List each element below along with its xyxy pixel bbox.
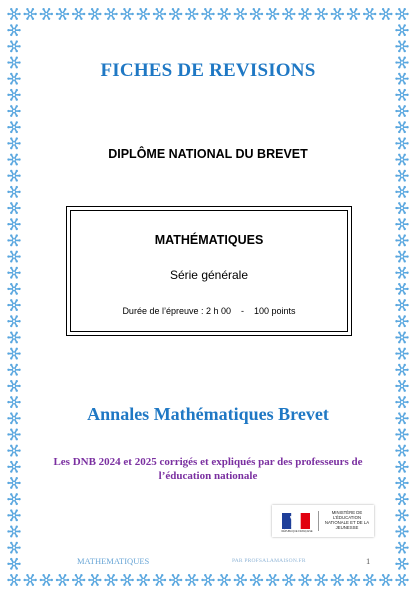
- snowflake-star-icon: [395, 526, 408, 538]
- snowflake-star-icon: [88, 574, 101, 586]
- subject-box: [66, 206, 352, 336]
- snowflake-star-icon: [7, 170, 20, 182]
- snowflake-star-icon: [331, 8, 344, 20]
- series-label: Série générale: [169, 268, 249, 282]
- page-number: 1: [366, 556, 371, 566]
- snowflake-star-icon: [395, 202, 408, 214]
- snowflake-star-icon: [217, 8, 230, 20]
- subject-box-inner-border: [70, 210, 348, 332]
- snowflake-star-icon: [7, 509, 20, 521]
- snowflake-star-icon: [7, 89, 20, 101]
- snowflake-star-icon: [7, 186, 20, 198]
- snowflake-star-icon: [23, 574, 36, 586]
- ministry-logo: [272, 505, 374, 537]
- snowflake-star-icon: [395, 24, 408, 36]
- snowflake-star-icon: [7, 251, 20, 263]
- snowflake-star-icon: [314, 574, 327, 586]
- snowflake-star-icon: [7, 428, 20, 440]
- snowflake-star-icon: [104, 8, 117, 20]
- snowflake-star-icon: [234, 574, 247, 586]
- snowflake-star-icon: [169, 8, 182, 20]
- snowflake-star-icon: [363, 574, 376, 586]
- snowflake-star-icon: [395, 428, 408, 440]
- snowflake-star-icon: [379, 574, 392, 586]
- snowflake-star-icon: [7, 105, 20, 117]
- snowflake-star-icon: [395, 315, 408, 327]
- exam-name: DIPLÔME NATIONAL DU BREVET: [108, 147, 308, 161]
- snowflake-star-icon: [395, 186, 408, 198]
- snowflake-star-icon: [153, 574, 166, 586]
- snowflake-star-icon: [379, 8, 392, 20]
- snowflake-star-icon: [314, 8, 327, 20]
- subject-heading: MATHÉMATIQUES: [154, 233, 264, 247]
- snowflake-star-icon: [56, 574, 69, 586]
- snowflake-star-icon: [395, 493, 408, 505]
- snowflake-star-icon: [104, 574, 117, 586]
- snowflake-star-icon: [395, 283, 408, 295]
- snowflake-star-icon: [282, 8, 295, 20]
- snowflake-star-icon: [7, 526, 20, 538]
- snowflake-star-icon: [7, 315, 20, 327]
- republic-label: RÉPUBLIQUE FRANÇAISE: [281, 530, 313, 533]
- snowflake-star-icon: [7, 8, 20, 20]
- snowflake-star-icon: [56, 8, 69, 20]
- snowflake-star-icon: [331, 574, 344, 586]
- snowflake-star-icon: [363, 8, 376, 20]
- snowflake-star-icon: [7, 348, 20, 360]
- snowflake-star-icon: [185, 8, 198, 20]
- snowflake-star-icon: [395, 364, 408, 376]
- snowflake-star-icon: [234, 8, 247, 20]
- snowflake-star-icon: [395, 8, 408, 20]
- snowflake-star-icon: [217, 574, 230, 586]
- page-title: FICHES DE REVISIONS: [100, 60, 316, 81]
- snowflake-star-icon: [395, 267, 408, 279]
- snowflake-star-icon: [395, 331, 408, 343]
- snowflake-star-icon: [23, 8, 36, 20]
- snowflake-star-icon: [395, 105, 408, 117]
- snowflake-star-icon: [72, 574, 85, 586]
- ministry-label: MINISTÈRE DE L’ÉDUCATION NATIONALE ET DE LA JEUNESSE: [324, 510, 370, 530]
- snowflake-star-icon: [395, 299, 408, 311]
- snowflake-star-icon: [7, 218, 20, 230]
- snowflake-star-icon: [395, 509, 408, 521]
- snowflake-star-icon: [395, 348, 408, 360]
- snowflake-star-icon: [266, 8, 279, 20]
- snowflake-star-icon: [185, 574, 198, 586]
- snowflake-star-icon: [7, 299, 20, 311]
- snowflake-star-icon: [88, 8, 101, 20]
- snowflake-star-icon: [40, 8, 53, 20]
- snowflake-star-icon: [347, 8, 360, 20]
- snowflake-star-icon: [395, 218, 408, 230]
- snowflake-star-icon: [7, 380, 20, 392]
- snowflake-star-icon: [395, 558, 408, 570]
- snowflake-star-icon: [395, 121, 408, 133]
- snowflake-star-icon: [40, 574, 53, 586]
- logo-separator: [318, 511, 319, 531]
- snowflake-star-icon: [7, 558, 20, 570]
- snowflake-star-icon: [250, 574, 263, 586]
- snowflake-star-icon: [120, 8, 133, 20]
- subtitle: Les DNB 2024 et 2025 corrigés et expliqués par des professeurs de l’éducation nationale: [53, 456, 363, 482]
- snowflake-star-icon: [7, 364, 20, 376]
- snowflake-star-icon: [282, 574, 295, 586]
- snowflake-star-icon: [7, 40, 20, 52]
- snowflake-star-icon: [201, 8, 214, 20]
- snowflake-star-icon: [7, 202, 20, 214]
- snowflake-star-icon: [7, 331, 20, 343]
- snowflake-star-icon: [395, 170, 408, 182]
- snowflake-star-icon: [201, 574, 214, 586]
- snowflake-star-icon: [7, 493, 20, 505]
- snowflake-star-icon: [395, 234, 408, 246]
- snowflake-star-icon: [137, 8, 150, 20]
- snowflake-star-icon: [395, 542, 408, 554]
- snowflake-star-icon: [395, 251, 408, 263]
- snowflake-star-icon: [395, 380, 408, 392]
- snowflake-star-icon: [7, 574, 20, 586]
- snowflake-star-icon: [7, 542, 20, 554]
- annales-title: Annales Mathématiques Brevet: [87, 404, 329, 424]
- snowflake-star-icon: [250, 8, 263, 20]
- snowflake-star-icon: [7, 234, 20, 246]
- snowflake-star-icon: [153, 8, 166, 20]
- snowflake-star-icon: [266, 574, 279, 586]
- footer-subject: MATHEMATIQUES: [77, 556, 150, 566]
- snowflake-star-icon: [137, 574, 150, 586]
- snowflake-star-icon: [395, 89, 408, 101]
- footer-site: PAR PROFSALAMAISON.FR: [232, 558, 306, 564]
- snowflake-star-icon: [169, 574, 182, 586]
- snowflake-star-icon: [7, 121, 20, 133]
- snowflake-star-icon: [7, 24, 20, 36]
- snowflake-star-icon: [7, 283, 20, 295]
- duration-label: Durée de l’épreuve : 2 h 00 - 100 points: [122, 306, 296, 316]
- snowflake-star-icon: [395, 574, 408, 586]
- snowflake-star-icon: [298, 574, 311, 586]
- marianne-logo: [282, 513, 310, 529]
- snowflake-star-icon: [347, 574, 360, 586]
- snowflake-star-icon: [120, 574, 133, 586]
- snowflake-star-icon: [298, 8, 311, 20]
- snowflake-star-icon: [7, 267, 20, 279]
- snowflake-star-icon: [395, 40, 408, 52]
- snowflake-star-icon: [72, 8, 85, 20]
